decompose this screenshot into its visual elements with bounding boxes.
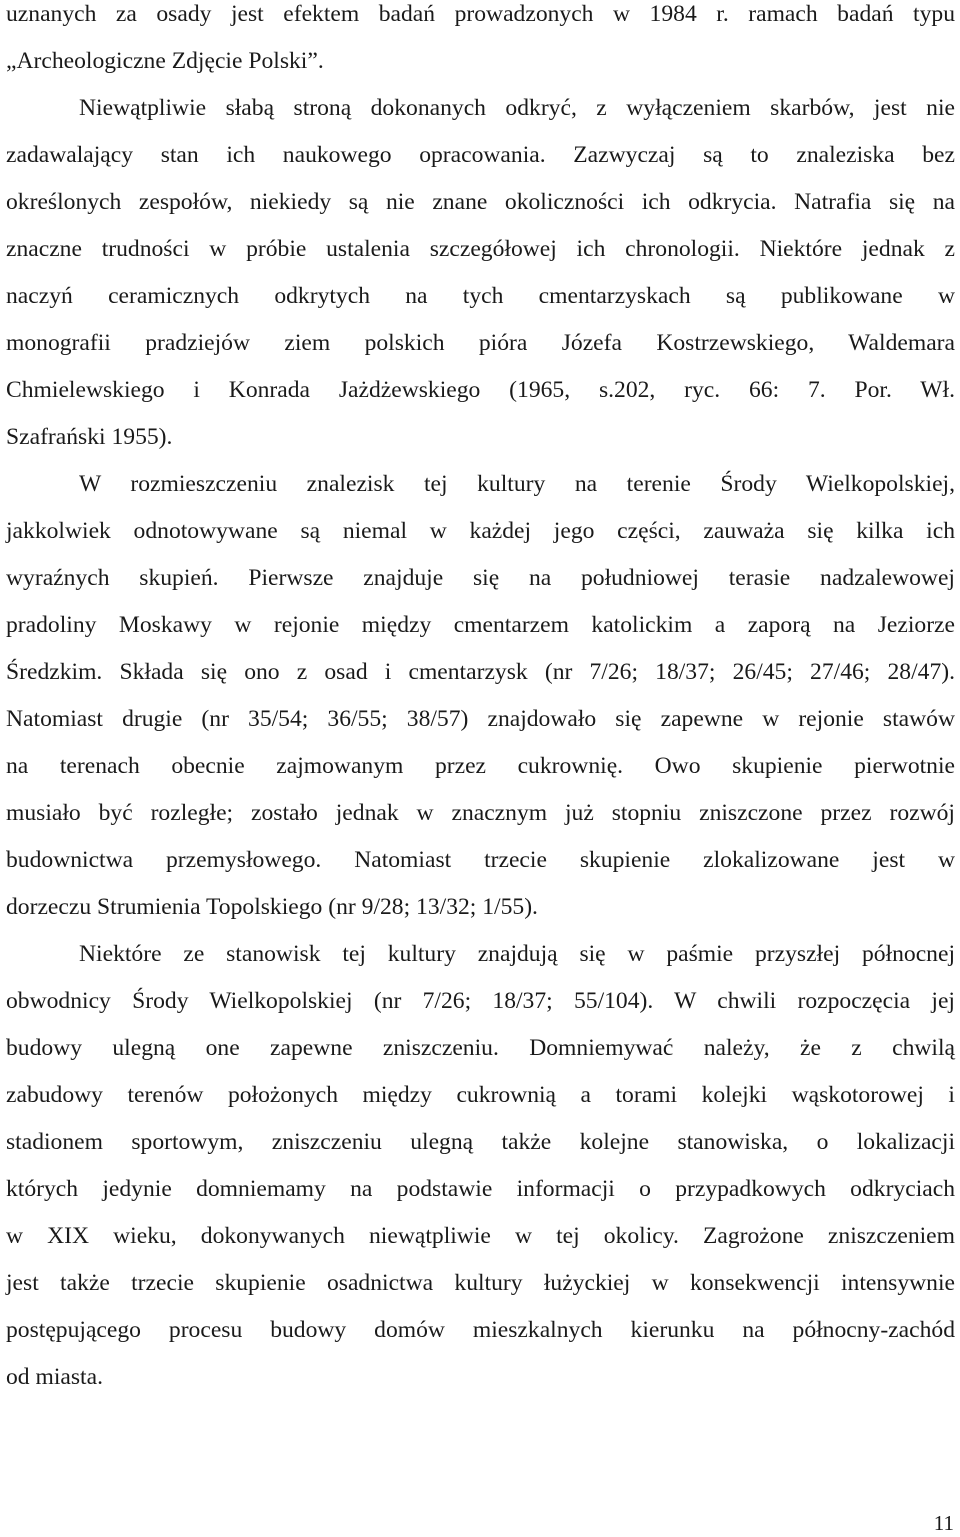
text-line: Natomiast drugie (nr 35/54; 36/55; 38/57) znajdowało się zapewne w rejonie stawów [6, 706, 955, 732]
text-line: znaczne trudności w próbie ustalenia szczegółowej ich chronologii. Niektóre jednak z [6, 236, 955, 262]
text-line: „Archeologiczne Zdjęcie Polski”. [6, 48, 324, 74]
text-line: zabudowy terenów położonych między cukrownią a torami kolejki wąskotorowej i [6, 1082, 955, 1108]
text-line: W rozmieszczeniu znalezisk tej kultury na terenie Środy Wielkopolskiej, [79, 471, 955, 497]
text-line: pradoliny Moskawy w rejonie między cmentarzem katolickim a zaporą na Jeziorze [6, 612, 955, 638]
page-number: 11 [933, 1511, 954, 1535]
text-line: jakkolwiek odnotowywane są niemal w każdej jego części, zauważa się kilka ich [6, 518, 955, 544]
text-line: zadawalający stan ich naukowego opracowania. Zazwyczaj są to znaleziska bez [6, 142, 955, 168]
text-line: dorzeczu Strumienia Topolskiego (nr 9/28; 13/32; 1/55). [6, 894, 538, 920]
text-line: naczyń ceramicznych odkrytych na tych cmentarzyskach są publikowane w [6, 283, 955, 309]
text-line: monografii pradziejów ziem polskich pióra Józefa Kostrzewskiego, Waldemara [6, 330, 955, 356]
text-line: budowy ulegną one zapewne zniszczeniu. Domniemywać należy, że z chwilą [6, 1035, 955, 1061]
text-line: Niektóre ze stanowisk tej kultury znajdują się w paśmie przyszłej północnej [79, 941, 955, 967]
text-line: Niewątpliwie słabą stroną dokonanych odkryć, z wyłączeniem skarbów, jest nie [79, 95, 955, 121]
text-line: Średzkim. Składa się ono z osad i cmentarzysk (nr 7/26; 18/37; 26/45; 27/46; 28/47). [6, 659, 955, 685]
text-line: uznanych za osady jest efektem badań prowadzonych w 1984 r. ramach badań typu [6, 1, 955, 27]
text-line: obwodnicy Środy Wielkopolskiej (nr 7/26; 18/37; 55/104). W chwili rozpoczęcia jej [6, 988, 955, 1014]
text-line: wyraźnych skupień. Pierwsze znajduje się na południowej terasie nadzalewowej [6, 565, 955, 591]
text-line: określonych zespołów, niekiedy są nie znane okoliczności ich odkrycia. Natrafia się na [6, 189, 955, 215]
text-line: postępującego procesu budowy domów mieszkalnych kierunku na północny-zachód [6, 1317, 955, 1343]
text-line: których jedynie domniemamy na podstawie informacji o przypadkowych odkryciach [6, 1176, 955, 1202]
text-line: stadionem sportowym, zniszczeniu ulegną także kolejne stanowiska, o lokalizacji [6, 1129, 955, 1155]
text-line: musiało być rozległe; zostało jednak w znacznym już stopniu zniszczone przez rozwój [6, 800, 955, 826]
text-line: Chmielewskiego i Konrada Jażdżewskiego (1965, s.202, ryc. 66: 7. Por. Wł. [6, 377, 955, 403]
text-line: jest także trzecie skupienie osadnictwa kultury łużyckiej w konsekwencji intensywnie [6, 1270, 955, 1296]
text-line: Szafrański 1955). [6, 424, 173, 450]
text-line: w XIX wieku, dokonywanych niewątpliwie w tej okolicy. Zagrożone zniszczeniem [6, 1223, 955, 1249]
text-line: od miasta. [6, 1364, 103, 1390]
text-line: na terenach obecnie zajmowanym przez cukrownię. Owo skupienie pierwotnie [6, 753, 955, 779]
text-line: budownictwa przemysłowego. Natomiast trzecie skupienie zlokalizowane jest w [6, 847, 955, 873]
